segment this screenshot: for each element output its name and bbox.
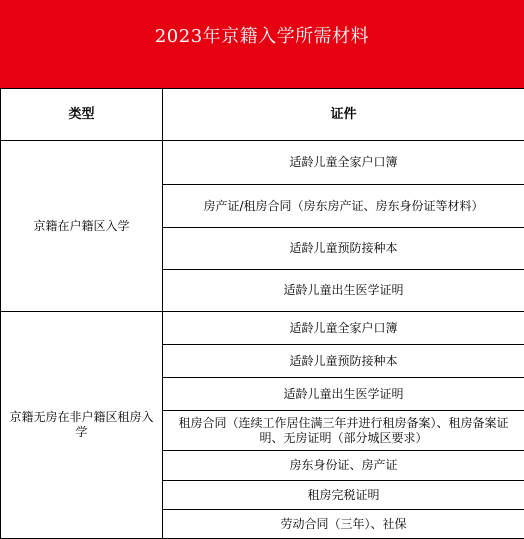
type-cell-local-hukou: 京籍在户籍区入学	[1, 141, 163, 312]
document-cell: 房产证/租房合同（房东房产证、房东身份证等材料）	[163, 185, 524, 228]
column-header-type: 类型	[1, 89, 163, 141]
document-cell: 劳动合同（三年）、社保	[163, 510, 524, 539]
table-row	[1, 312, 524, 345]
document-cell: 租房合同（连续工作居住满三年并进行租房备案）、租房备案证明、无房证明（部分城区要求）	[163, 411, 524, 451]
column-header-documents: 证件	[163, 89, 524, 141]
table-header-row	[1, 89, 524, 141]
document-cell: 适龄儿童全家户口簿	[163, 312, 524, 345]
title-banner	[0, 0, 524, 88]
document-cell: 适龄儿童预防接种本	[163, 228, 524, 270]
page-title: 2023年京籍入学所需材料	[0, 22, 524, 52]
materials-table	[0, 88, 524, 539]
table-row	[1, 141, 524, 185]
document-cell: 适龄儿童全家户口簿	[163, 141, 524, 185]
document-cell: 租房完税证明	[163, 481, 524, 510]
document-cell: 适龄儿童出生医学证明	[163, 270, 524, 312]
document-cell: 房东身份证、房产证	[163, 451, 524, 481]
type-cell-renting-non-hukou: 京籍无房在非户籍区租房入学	[1, 312, 163, 539]
document-cell: 适龄儿童出生医学证明	[163, 378, 524, 411]
document-cell: 适龄儿童预防接种本	[163, 345, 524, 378]
